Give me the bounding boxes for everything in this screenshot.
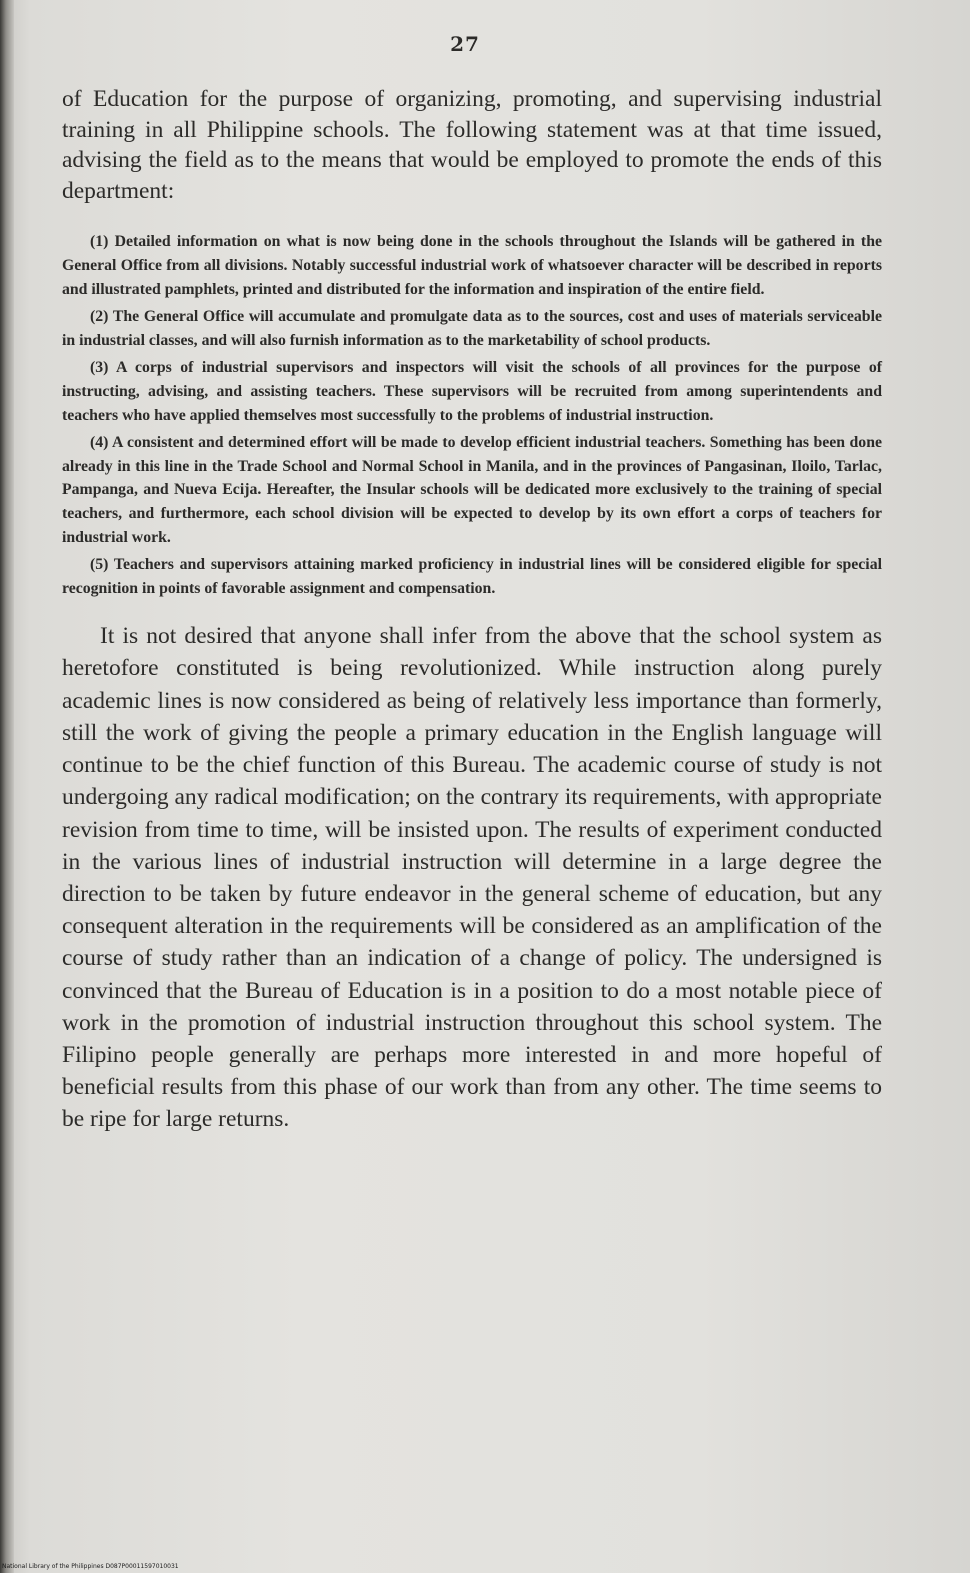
statement-item-2: (2) The General Office will accumulate and promulgate data as to the sources, cost and uses of materials serviceable in industrial classes, and will also furnish information as to the marketability of school products.	[62, 308, 882, 349]
statement-list	[62, 230, 882, 600]
statement-item-4: (4) A consistent and determined effort will be made to develop efficient industrial teachers. Something has been done already in this line in the Trade School and Normal School in Manila, and in the provinces of Pangasinan, Iloilo, Tarlac, Pampanga, and Nueva Ecija. Hereafter, the Insular schools will be dedicated more exclusively to the training of special teachers, and furthermore, each school division will be expected to develop by its own effort a corps of teachers for industrial work.	[62, 434, 882, 546]
page-content	[62, 84, 882, 1136]
book-spine-shadow	[0, 0, 14, 1573]
statement-item-5: (5) Teachers and supervisors attaining marked proficiency in industrial lines will be considered eligible for special recognition in points of favorable assignment and compensation.	[62, 556, 882, 597]
statement-item-1: (1) Detailed information on what is now being done in the schools throughout the Islands will be gathered in the General Office from all divisions. Notably successful industrial work of whatsoever character will be described in reports and illustrated pamphlets, printed and distributed for the information and inspiration of the entire field.	[62, 233, 882, 298]
intro-paragraph: of Education for the purpose of organizing, promoting, and supervising industrial training in all Philippine schools. The following statement was at that time issued, advising the field as to the means that would be employed to promote the ends of this department:	[62, 86, 882, 204]
archive-credit-line: National Library of the Philippines D087P00011597010031	[2, 1563, 179, 1570]
statement-item-3: (3) A corps of industrial supervisors and inspectors will visit the schools of all provinces for the purpose of instructing, advising, and assisting teachers. These supervisors will be recruited from among superintendents and teachers who have applied themselves most successfully to the problems of industrial instruction.	[62, 359, 882, 424]
page-number: 27	[450, 32, 480, 56]
closing-paragraph: It is not desired that anyone shall infer from the above that the school system as heretofore constituted is being revolutionized. While instruction along purely academic lines is now considered as being of relatively less importance than formerly, still the work of giving the people a primary education in the English language will continue to be the chief function of this Bureau. The academic course of study is not undergoing any radical modification; on the contrary its requirements, with appropriate revision from time to time, will be insisted upon. The results of experiment conducted in the various lines of industrial instruction will determine in a large degree the direction to be taken by future endeavor in the general scheme of education, but any consequent alteration in the requirements will be considered as an amplification of the course of study rather than an indication of a change of policy. The undersigned is convinced that the Bureau of Education is in a position to do a most notable piece of work in the promotion of industrial instruction throughout this school system. The Filipino people generally are perhaps more interested in and more hopeful of beneficial results from this phase of our work than from any other. The time seems to be ripe for large returns.	[62, 623, 882, 1133]
